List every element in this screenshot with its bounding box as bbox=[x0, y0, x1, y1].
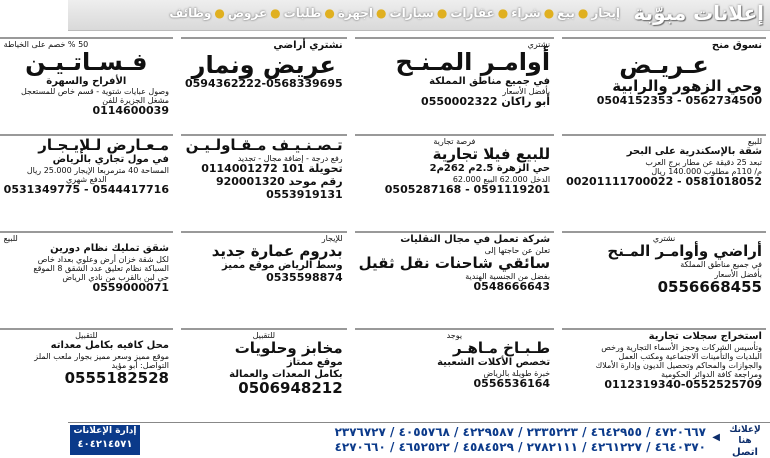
ad-phone: رقم موحد 920001320 bbox=[215, 175, 343, 189]
ad-phone: 0112319340-0552525709 bbox=[604, 378, 762, 392]
phones-row: ٤٧٢٠٦٦٧ / ٤٦٤٢٩٥٥ / ٢٣٣٥٢٢٣ / ٤٢٢٩٥٨٧ / ٤٠٥٥٧٦٨ / ٢٣٧٦٧٢٧ bbox=[334, 425, 706, 439]
ad-text: مخابز وحلويات bbox=[234, 339, 343, 358]
ad-text: 50 % خصم على الخياطة bbox=[3, 40, 89, 49]
category-link[interactable]: إيجار bbox=[591, 6, 620, 20]
ad-text: الأفراح والسهرة bbox=[46, 75, 127, 87]
ad-card[interactable] bbox=[355, 231, 554, 323]
ad-phone: 0559000071 bbox=[92, 281, 169, 295]
ad-text: موقع ممتاز bbox=[286, 357, 343, 369]
ad-text: وتأسيس الشركات وحجز الأسماء التجارية ورخص bbox=[601, 342, 762, 352]
ad-text: التواصل: أبو مؤيد bbox=[111, 360, 169, 370]
ad-card[interactable] bbox=[562, 134, 766, 226]
classifieds-page bbox=[3, 0, 770, 458]
arrow-left-icon: ◀ bbox=[712, 432, 720, 443]
ad-text: مـعـارض لـلإيـجـار bbox=[38, 136, 169, 154]
ad-card[interactable] bbox=[562, 231, 766, 323]
ad-phone: 0504152353 - 0562734500 bbox=[596, 94, 762, 108]
ad-text: للبيع bbox=[3, 234, 18, 243]
category-link[interactable]: سيارات bbox=[389, 6, 434, 20]
ad-phone: 0506948212 bbox=[238, 379, 343, 398]
ad-text: والجوازات والمحاكم وتحصيل الديون وإدارة الأملاك bbox=[595, 360, 762, 370]
category-link[interactable]: عقارات bbox=[450, 6, 495, 20]
ads-grid bbox=[3, 37, 766, 420]
category-link[interactable]: عروض bbox=[227, 6, 268, 20]
ad-text: للتقبيل bbox=[252, 331, 276, 340]
bullet-icon: ● bbox=[324, 6, 335, 20]
ads-admin-box[interactable] bbox=[70, 425, 140, 455]
ad-text: أراضي وأوامـر المـنح bbox=[607, 242, 762, 261]
advertise-here-box[interactable] bbox=[722, 425, 768, 458]
bullet-icon: ● bbox=[497, 6, 509, 20]
ad-card[interactable] bbox=[0, 231, 173, 323]
ad-text: عريض ونمار bbox=[191, 50, 336, 79]
category-link[interactable]: اجهزة bbox=[337, 6, 374, 20]
ad-card[interactable] bbox=[181, 37, 347, 129]
ad-text: موقع مميز وسعر مميز بجوار ملعب الملز bbox=[34, 351, 169, 361]
ad-text: عـريـض bbox=[619, 50, 709, 79]
ad-text: في مول تجاري بالرياض bbox=[52, 154, 169, 166]
ad-text: تـصـنـيـف مـقـاولـيـن bbox=[185, 136, 343, 154]
bullet-icon: ● bbox=[577, 6, 589, 20]
ad-phone: 0553919131 bbox=[266, 187, 343, 201]
category-link[interactable]: طلبات bbox=[283, 6, 322, 20]
footer-phones bbox=[206, 425, 706, 455]
ad-text: خبرة طويلة بالرياض bbox=[483, 368, 551, 378]
bullet-icon: ● bbox=[436, 6, 448, 20]
ad-text: رفع درجة - إضافة مجال - تجديد bbox=[237, 154, 343, 164]
ad-text: سائقي شاحنات نقل ثقيل bbox=[358, 253, 551, 272]
ad-text: شقة بالإسكندرية على البحر bbox=[626, 146, 762, 158]
ad-card[interactable] bbox=[181, 231, 347, 323]
ad-text: محل كافيه بكامل معداته bbox=[50, 340, 169, 352]
phones-row: ٤٦٤٠٣٧٠ / ٤٢٦١٢٢٧ / ٢٧٨٢١١١ / ٤٥٨٤٥٢٩ / ٤٦٥٢٥٢٢ / ٤٢٧٠٦٦٠ bbox=[334, 440, 706, 454]
ad-card[interactable] bbox=[562, 37, 766, 129]
ad-phone: 0550002322 أبو راكان bbox=[421, 95, 551, 109]
ad-text: نشتري bbox=[527, 40, 551, 49]
ad-phone: 0114600039 bbox=[92, 104, 169, 118]
ad-text: شركة تعمل في مجال النقليات bbox=[400, 234, 551, 245]
footer-bar bbox=[68, 422, 770, 457]
ad-text: تخصص الأكلات الشعبية bbox=[437, 357, 551, 369]
ad-text: السباكة نظام تعليق عدد الشقق 8 الموقع bbox=[33, 263, 169, 273]
ad-phone: 0555182528 bbox=[64, 369, 169, 388]
ad-text: في جميع مناطق المملكة bbox=[429, 75, 551, 87]
ad-phone: 0556668455 bbox=[657, 277, 762, 296]
ad-card[interactable] bbox=[0, 328, 173, 420]
ad-phone: 0556536164 bbox=[473, 377, 551, 391]
ad-text: المساحة 40 مترمربعا الإيجار 25.000 ريال bbox=[26, 165, 169, 175]
ad-card[interactable] bbox=[355, 328, 554, 420]
ad-phone: 00201111700022 - 0581018052 bbox=[566, 175, 762, 189]
ad-text: نسوق منح bbox=[711, 40, 762, 51]
page-header bbox=[68, 0, 770, 31]
ad-text: حي الزهرة 2.5م 262م2 bbox=[429, 163, 551, 175]
ad-text: الدفع شهري bbox=[66, 174, 107, 184]
ad-card[interactable] bbox=[0, 134, 173, 226]
ad-text: تعلن عن حاجتها إلى bbox=[484, 245, 551, 255]
ad-text: ومراجعة كافة الدوائر الحكومية bbox=[661, 370, 762, 380]
ad-phone: 0114001272 تحويلة 101 bbox=[201, 162, 343, 176]
ad-text: حي لبن بالقرب من نادي الرياض bbox=[62, 273, 169, 283]
ad-card[interactable] bbox=[181, 328, 347, 420]
ad-text: لكل شقة خزان أرض وعلوي بعداد خاص bbox=[37, 254, 169, 264]
ad-card[interactable] bbox=[0, 37, 173, 129]
ad-text: للبيع bbox=[747, 137, 762, 146]
ad-phone: 0535598874 bbox=[266, 270, 343, 284]
category-link[interactable]: بيع bbox=[557, 6, 575, 20]
promo-title: لإعلانك هنا bbox=[729, 425, 761, 446]
ad-phone: 0531349775 - 0544417716 bbox=[3, 183, 169, 197]
ad-text: شقق تمليك نظام دورين bbox=[50, 243, 169, 255]
ad-text: فـسـاتـيـن bbox=[25, 48, 148, 77]
bullet-icon: ● bbox=[376, 6, 387, 20]
bullet-icon: ● bbox=[543, 6, 555, 20]
admin-label: إدارة الإعلانات bbox=[73, 426, 137, 436]
ad-text: الدخل 62.000 البيع 62.000 bbox=[452, 174, 551, 184]
ad-text: بكامل المعدات والعمالة bbox=[229, 368, 343, 380]
ad-text: فرصة تجارية bbox=[433, 137, 476, 146]
ad-text: بدروم عمارة جديد bbox=[211, 242, 343, 261]
category-link[interactable]: وظائف bbox=[169, 6, 212, 20]
ad-phone: 0505287168 - 0591119201 bbox=[384, 183, 551, 197]
admin-phone: ٤٠٤٢١٤٥٧١ bbox=[77, 439, 133, 450]
ad-text: في جميع مناطق المملكة bbox=[680, 260, 762, 270]
ad-text: بفضل من الجنسية الهندية bbox=[465, 271, 551, 281]
ad-text: وسط الرياض موقع مميز bbox=[222, 260, 343, 272]
ad-text: وحي الزهور والرابية bbox=[612, 76, 762, 95]
ad-text: يوجد bbox=[446, 331, 463, 340]
ad-phone: 0548666643 bbox=[473, 280, 551, 294]
page-title: إعلانات مبوّبة bbox=[633, 1, 764, 25]
ad-text: للتقبيل bbox=[75, 331, 98, 340]
ad-text: بأفضل الأسعار bbox=[502, 87, 551, 97]
ad-text: نشتري أراضي bbox=[273, 40, 343, 51]
category-link[interactable]: شراء bbox=[511, 6, 541, 20]
ad-text: وصول عبايات شتوية - قسم خاص للمستعجل bbox=[20, 87, 169, 97]
category-bar bbox=[76, 6, 620, 20]
ad-card[interactable] bbox=[355, 37, 554, 129]
bullet-icon: ● bbox=[270, 6, 281, 20]
ad-text: استخراج سجلات تجارية bbox=[648, 331, 762, 342]
bullet-icon: ● bbox=[214, 6, 225, 20]
ad-text: للبيع فيلا تجارية bbox=[432, 145, 551, 164]
ad-text: بأفضل الأسعار bbox=[714, 269, 762, 279]
ad-card[interactable] bbox=[181, 134, 347, 226]
ad-text: البلديات والتأمينات الاجتماعية ومكتب العمل bbox=[618, 351, 762, 361]
ad-text: م/ 110م مطلوب 140.000 ريال bbox=[651, 166, 762, 176]
ad-text: أوامـر المـنـح bbox=[395, 48, 551, 77]
ad-phone: 0594362222-0568339695 bbox=[184, 76, 343, 90]
ad-text: تبعد 25 دقيقة عن مطار برج العرب bbox=[645, 157, 762, 167]
promo-call: اتصل bbox=[732, 446, 758, 458]
ad-text: للإيجار bbox=[321, 234, 343, 243]
ad-card[interactable] bbox=[562, 328, 766, 420]
ad-text: نشتري bbox=[652, 234, 676, 243]
ad-card[interactable] bbox=[355, 134, 554, 226]
ad-text: طـبـاخ مـاهـر bbox=[453, 339, 551, 358]
ad-text: مشغل الجزيرة للفن bbox=[102, 96, 169, 106]
